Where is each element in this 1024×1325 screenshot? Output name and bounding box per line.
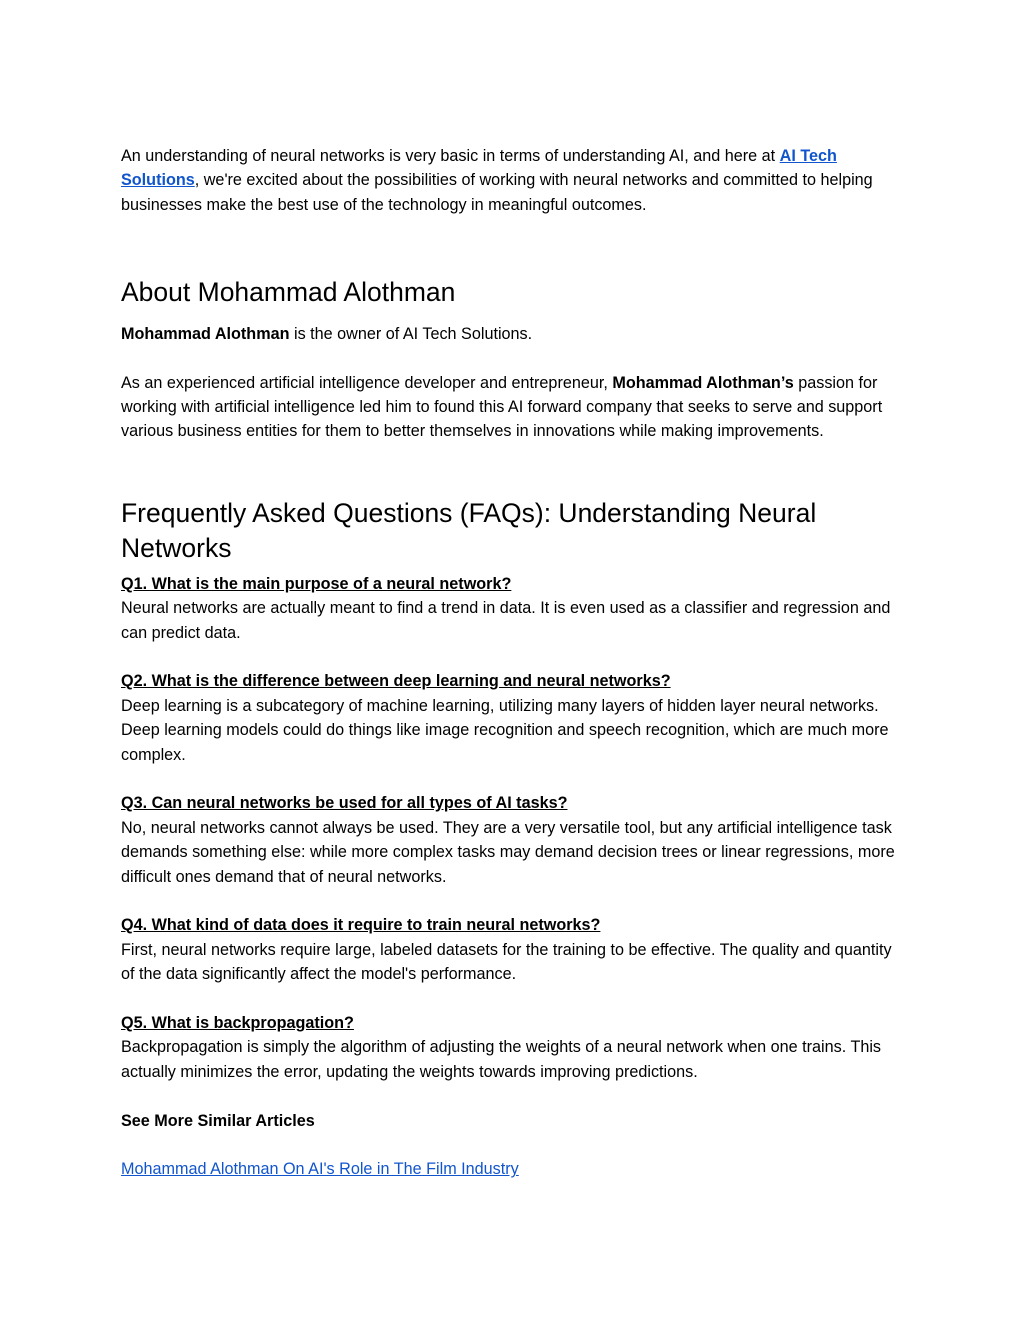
related-article-paragraph [121,1157,906,1181]
faq-answer: No, neural networks cannot always be used. They are a very versatile tool, but any artificial intelligence task demands something else: while more complex tasks may demand decision trees or linear regressions, more difficult ones demand that of neural networks. [121,818,895,886]
faq-item-4 [121,913,906,986]
paragraph-gap [121,346,906,370]
faq-list [121,572,906,1084]
see-more-heading [121,1109,906,1133]
faq-item-5 [121,1011,906,1084]
owner-name-possessive-bold: Mohammad Alothman’s [612,373,794,392]
document-page [121,144,906,1182]
faq-question: Q5. What is backpropagation? [121,1013,354,1032]
faq-answer: First, neural networks require large, labeled datasets for the training to be effective. The quality and quantity of the data significantly affect the model's performance. [121,940,892,984]
paragraph-gap [121,1133,906,1157]
faq-heading: Frequently Asked Questions (FAQs): Understanding Neural Networks [121,497,817,564]
intro-text-before: An understanding of neural networks is very basic in terms of understanding AI, and here at [121,147,780,165]
owner-name-bold: Mohammad Alothman [121,324,290,343]
faq-answer: Deep learning is a subcategory of machine learning, utilizing many layers of hidden layer neural networks. Deep learning models could do things like image recognition and speech recognition, which are much more complex. [121,696,889,764]
about-paragraph-1 [121,322,906,346]
faq-answer: Backpropagation is simply the algorithm of adjusting the weights of a neural network when one trains. This actually minimizes the error, updating the weights towards improving predictions. [121,1038,882,1081]
about-p2-before: As an experienced artificial intelligence developer and entrepreneur, [121,373,613,392]
faq-question: Q1. What is the main purpose of a neural network? [121,574,512,593]
intro-text-after: , we're excited about the possibilities of working with neural networks and committed to helping businesses make the best use of the technology in meaningful outcomes. [121,171,873,214]
faq-question: Q4. What kind of data does it require to train neural networks? [121,916,601,935]
faq-item-1 [121,572,906,645]
faq-item-2 [121,669,906,767]
faq-item-3 [121,791,906,889]
about-paragraph-2 [121,371,906,444]
faq-question: Q3. Can neural networks be used for all types of AI tasks? [121,794,568,813]
see-more-heading-text: See More Similar Articles [121,1111,315,1130]
about-heading: About Mohammad Alothman [121,277,456,308]
related-article-link[interactable]: Mohammad Alothman On AI's Role in The Film Industry [121,1160,519,1179]
ai-tech-solutions-link[interactable]: AI Tech Solutions [121,147,837,190]
intro-paragraph [121,144,906,217]
faq-answer: Neural networks are actually meant to find a trend in data. It is even used as a classifier and regression and can predict data. [121,599,891,642]
about-p2-after: passion for working with artificial intelligence led him to found this AI forward company that seeks to serve and support various business entities for them to better themselves in innovations while making improvements. [121,373,883,441]
about-p1-rest: is the owner of AI Tech Solutions. [289,324,533,343]
faq-question: Q2. What is the difference between deep learning and neural networks? [121,672,671,691]
